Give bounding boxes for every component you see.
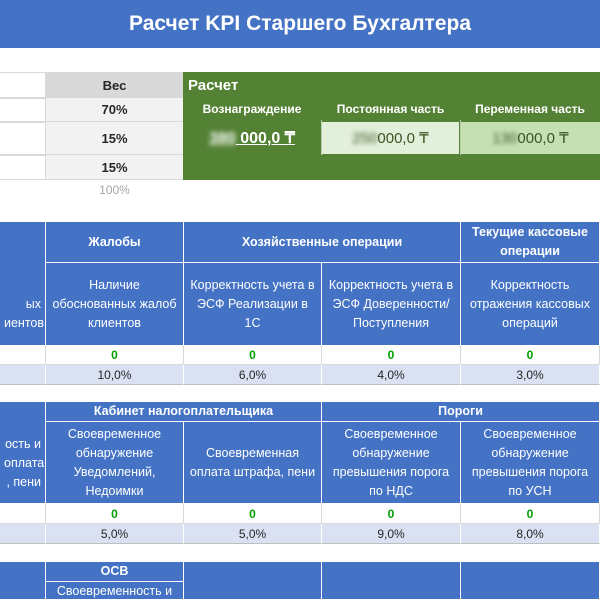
value-cell[interactable]: 0 bbox=[322, 346, 461, 365]
group-operations: Хозяйственные операции bbox=[184, 222, 461, 263]
section3-header-cell bbox=[461, 562, 600, 600]
fixed-part-label: Постоянная часть bbox=[336, 102, 445, 116]
section1-left-fragment: ых иентов bbox=[0, 263, 46, 346]
weight-cell[interactable]: 5,0% bbox=[184, 524, 322, 544]
variable-part-label: Переменная часть bbox=[475, 102, 585, 116]
weight-cell[interactable]: 6,0% bbox=[184, 365, 322, 385]
reward-label: Вознаграждение bbox=[202, 102, 302, 116]
label-header-cell bbox=[0, 72, 46, 98]
fixed-value-text: 000,0 ₸ bbox=[377, 130, 429, 147]
col-fine-payment: Своевременная оплата штрафа, пени bbox=[184, 422, 322, 504]
weight-cell[interactable]: 5,0% bbox=[46, 524, 184, 544]
weight-cell[interactable]: 8,0% bbox=[461, 524, 600, 544]
variable-value-hidden: 130 bbox=[492, 129, 518, 147]
value-cell[interactable] bbox=[0, 346, 46, 365]
group-thresholds: Пороги bbox=[322, 402, 600, 422]
weight-cell[interactable] bbox=[0, 365, 46, 385]
weight-header: Вес bbox=[46, 72, 183, 98]
value-cell[interactable]: 0 bbox=[322, 504, 461, 524]
weight-value-1[interactable]: 70% bbox=[46, 98, 183, 122]
col-osv-timeliness: Своевременность и bbox=[46, 582, 184, 600]
label-cell[interactable] bbox=[0, 98, 46, 122]
value-cell[interactable] bbox=[0, 504, 46, 524]
weight-cell[interactable]: 9,0% bbox=[322, 524, 461, 544]
reward-value-text: 000,0 ₸ bbox=[235, 129, 295, 147]
col-esf-powers: Корректность учета в ЭСФ Доверенности/Поступления bbox=[322, 263, 461, 346]
page-title: Расчет KPI Старшего Бухгалтера bbox=[0, 0, 600, 48]
weight-total: 100% bbox=[99, 183, 130, 197]
section3-header-cell bbox=[322, 562, 461, 600]
value-cell[interactable]: 0 bbox=[184, 504, 322, 524]
group-osv: ОСВ bbox=[46, 562, 184, 582]
calc-title: Расчет bbox=[188, 77, 239, 94]
weight-value-3[interactable]: 15% bbox=[46, 155, 183, 180]
col-complaints: Наличие обоснованных жалоб клиентов bbox=[46, 263, 184, 346]
col-vat-threshold: Своевременное обнаружение превышения порога по НДС bbox=[322, 422, 461, 504]
weight-cell[interactable]: 4,0% bbox=[322, 365, 461, 385]
fixed-part-value[interactable] bbox=[322, 122, 459, 154]
group-cabinet: Кабинет налогоплательщика bbox=[46, 402, 322, 422]
label-cell[interactable] bbox=[0, 122, 46, 155]
value-cell[interactable]: 0 bbox=[461, 504, 600, 524]
weight-cell[interactable]: 10,0% bbox=[46, 365, 184, 385]
value-cell[interactable]: 0 bbox=[46, 504, 184, 524]
col-cash-ops: Корректность отражения кассовых операций bbox=[461, 263, 600, 346]
group-complaints: Жалобы bbox=[46, 222, 184, 263]
weight-value-2[interactable]: 15% bbox=[46, 122, 183, 155]
reward-value-hidden: 380 bbox=[209, 129, 236, 147]
weight-cell[interactable] bbox=[0, 524, 46, 544]
section2-left-fragment: ость и оплата , пени bbox=[0, 422, 46, 504]
value-cell[interactable]: 0 bbox=[184, 346, 322, 365]
fixed-value-hidden: 250 bbox=[352, 129, 378, 147]
col-notifications: Своевременное обнаружение Уведомлений, Недоимки bbox=[46, 422, 184, 504]
variable-part-value[interactable] bbox=[461, 122, 600, 154]
group-cash: Текущие кассовые операции bbox=[461, 222, 600, 263]
label-cell[interactable] bbox=[0, 155, 46, 180]
value-cell[interactable]: 0 bbox=[46, 346, 184, 365]
value-cell[interactable]: 0 bbox=[461, 346, 600, 365]
reward-value[interactable] bbox=[183, 120, 321, 155]
col-usn-threshold: Своевременное обнаружение превышения порога по УСН bbox=[461, 422, 600, 504]
section3-left-header bbox=[0, 562, 46, 600]
col-esf-sales: Корректность учета в ЭСФ Реализации в 1С bbox=[184, 263, 322, 346]
variable-value-text: 000,0 ₸ bbox=[517, 130, 569, 147]
section3-header-cell bbox=[184, 562, 322, 600]
weight-cell[interactable]: 3,0% bbox=[461, 365, 600, 385]
